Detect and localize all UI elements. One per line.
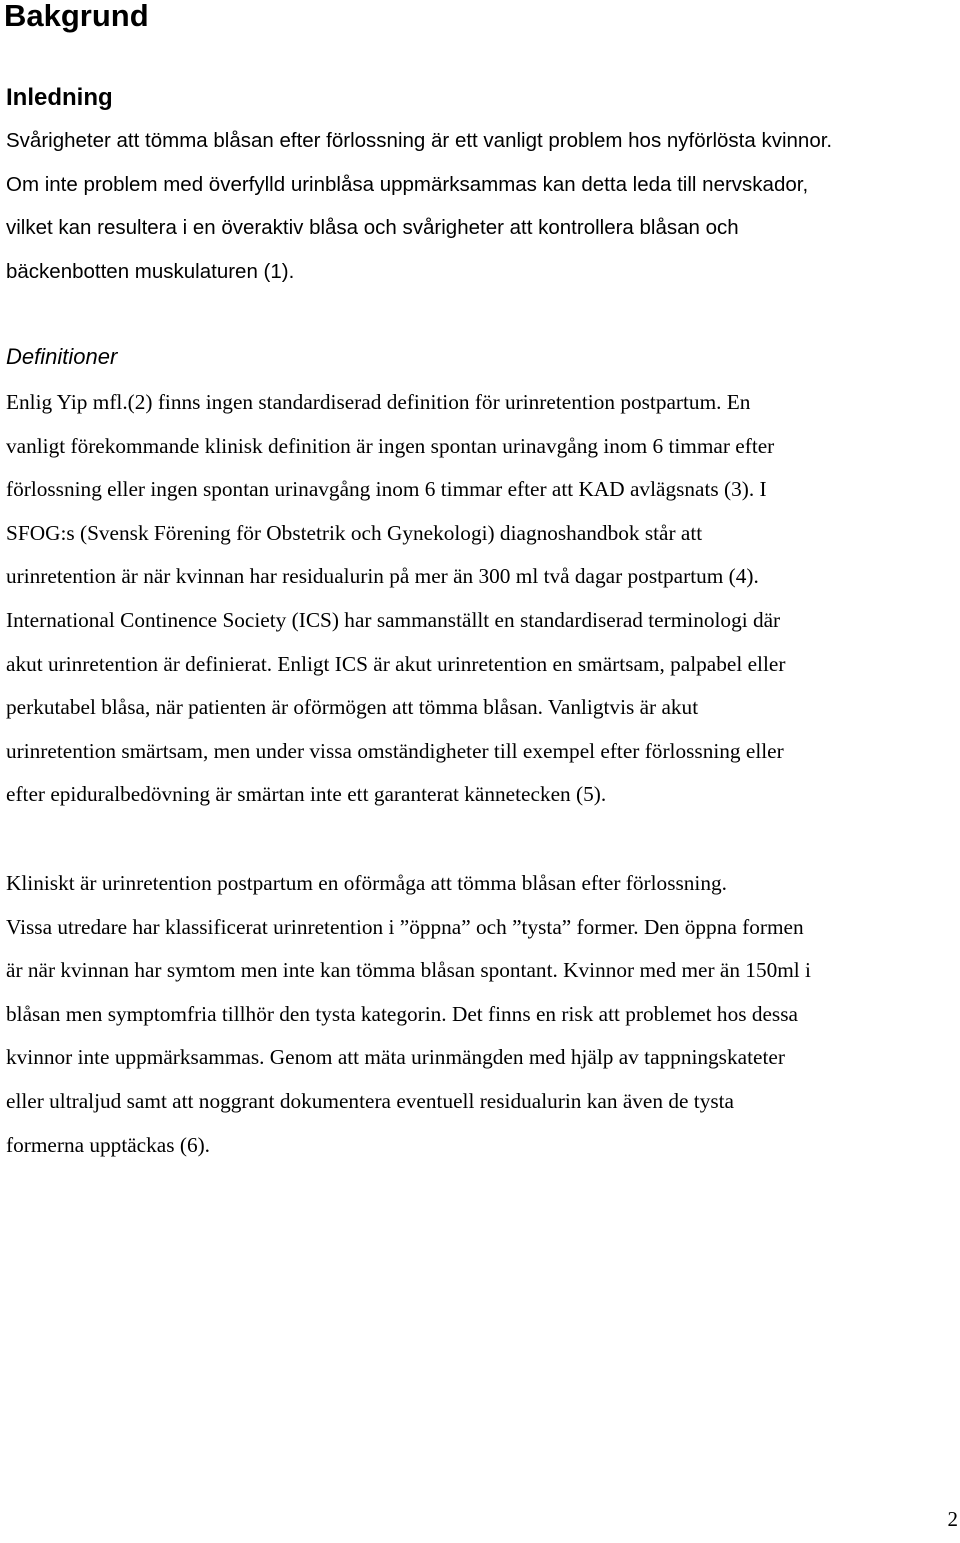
text-line: blåsan men symptomfria tillhör den tysta kategorin. Det finns en risk att problemet hos dessa xyxy=(6,1001,798,1026)
subsection-heading-definitioner: Definitioner xyxy=(6,344,118,369)
text-line: vanligt förekommande klinisk definition är ingen spontan urinavgång inom 6 timmar efter xyxy=(6,433,775,458)
text-line: vilket kan resultera i en överaktiv blåsa och svårigheter att kontrollera blåsan och xyxy=(6,216,739,240)
text-line: bäckenbotten muskulaturen (1). xyxy=(6,259,295,283)
text-line: urinretention smärtsam, men under vissa omständigheter till exempel efter förlossning eller xyxy=(6,738,784,763)
paragraph-definitioner-2 xyxy=(6,862,960,1167)
text-line: urinretention är när kvinnan har residualurin på mer än 300 ml två dagar postpartum (4). xyxy=(6,564,759,589)
paragraph-inledning xyxy=(6,119,960,293)
text-line: perkutabel blåsa, när patienten är oförmögen att tömma blåsan. Vanligtvis är akut xyxy=(6,695,699,720)
text-line: SFOG:s (Svensk Förening för Obstetrik och Gynekologi) diagnoshandbok står att xyxy=(6,520,703,545)
text-line: Kliniskt är urinretention postpartum en oförmåga att tömma blåsan efter förlossning. xyxy=(6,871,727,895)
section-heading-inledning: Inledning xyxy=(6,84,113,111)
text-line: Svårigheter att tömma blåsan efter förlossning är ett vanligt problem hos nyförlösta kvinnor. xyxy=(6,129,833,152)
page-title: Bakgrund xyxy=(4,0,149,33)
text-line: är när kvinnan har symtom men inte kan tömma blåsan spontant. Kvinnor med mer än 150ml i xyxy=(6,958,811,983)
text-line: förlossning eller ingen spontan urinavgång inom 6 timmar efter att KAD avlägsnats (3). I xyxy=(6,477,767,502)
text-line: Om inte problem med överfylld urinblåsa uppmärksammas kan detta leda till nervskador, xyxy=(6,172,809,196)
text-line: formerna upptäckas (6). xyxy=(6,1132,211,1157)
text-line: kvinnor inte uppmärksammas. Genom att mäta urinmängden med hjälp av tappningskateter xyxy=(6,1045,785,1070)
text-line: Vissa utredare har klassificerat urinretention i ”öppna” och ”tysta” former. Den öppna formen xyxy=(6,914,804,939)
paragraph-definitioner-1 xyxy=(6,381,960,817)
text-line: Enlig Yip mfl.(2) finns ingen standardiserad definition för urinretention postpartum. En xyxy=(6,390,751,414)
text-line: efter epiduralbedövning är smärtan inte ett garanterat kännetecken (5). xyxy=(6,782,607,807)
page-number: 2 xyxy=(947,1507,958,1531)
text-line: International Continence Society (ICS) har sammanställt en standardiserad terminologi där xyxy=(6,607,781,632)
text-line: akut urinretention är definierat. Enligt ICS är akut urinretention en smärtsam, palpabel eller xyxy=(6,651,786,676)
text-line: eller ultraljud samt att noggrant dokumentera eventuell residualurin kan även de tysta xyxy=(6,1088,734,1113)
